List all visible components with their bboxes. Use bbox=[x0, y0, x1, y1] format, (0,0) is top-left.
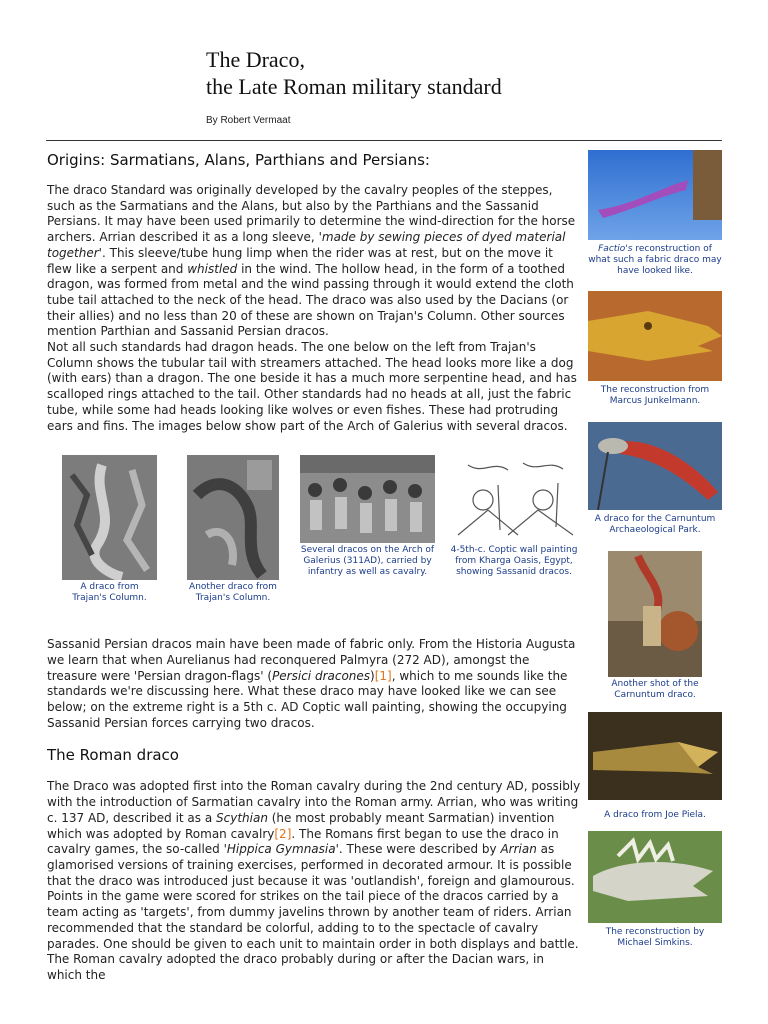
section-heading-roman-draco: The Roman draco bbox=[47, 746, 179, 765]
sidebar-figure-factio bbox=[588, 150, 722, 277]
sidebar-caption: A draco for the Carnuntum Archaeological Park. bbox=[594, 514, 716, 535]
sidebar-figure-carnuntum-2 bbox=[588, 551, 722, 701]
text-span: (he most probably meant Sarmatian) invention which was adopted by Roman cavalry bbox=[47, 810, 555, 841]
sidebar-figure-simkins bbox=[588, 831, 722, 949]
text-span: as glamorised versions of training exercises, performed in decorated armour. It is possible that the draco was introduced just because it was 'outlandish', foreign and glamourous. Points in the game were scored for strikes on the tail piece of the dracos carried by a team acting as 'targets', from dummy javelins thrown by another team of riders. Arrian recommended that the standard be colorful, adding to to the spectacle of cavalry parades. One should be given to each unit to maintain order in both displays and battle. The Roman cavalry adopted the draco probably during or after the Dacian wars, in which the bbox=[47, 842, 579, 982]
simkins-draco-image bbox=[588, 831, 722, 923]
piela-draco-image bbox=[588, 712, 722, 800]
quote-span: 'made by sewing pieces of dyed material together' bbox=[47, 230, 566, 260]
emphasis-span: Persici dracones bbox=[272, 668, 371, 683]
arch-of-galerius-image bbox=[300, 455, 435, 543]
emphasis-span: whistled bbox=[187, 261, 238, 276]
figure-caption: A draco from Trajan's Column. bbox=[72, 582, 147, 604]
fabric-draco-image bbox=[588, 150, 722, 240]
text-span: reconstruction of what such a fabric draco may have looked like. bbox=[588, 244, 722, 276]
footnote-link-1[interactable]: [1] bbox=[374, 668, 392, 683]
text-span: . This sleeve/tube hung limp when the rider was at rest, but on the move it flew like a serpent and bbox=[47, 245, 553, 276]
paragraph-origins-2: Not all such standards had dragon heads. The one below on the left from Trajan's Column shows the tubular tail with streamers attached. The head looks more like a dog (with ears) than a dragon. The one beside it has a much more serpentine head, and has scalloped rings attached to the tail. Other standards had no heads at all, just the fabric tube, while some had heads looking like wolves or even fishes. These had protruding ears and fins. The images below show part of the Arch of Galerius with several dracos. bbox=[47, 340, 577, 433]
figure-caption: Several dracos on the Arch of Galerius (311AD), carried by infantry as well as cavalry. bbox=[300, 545, 435, 578]
sidebar-caption bbox=[588, 244, 722, 277]
page-title bbox=[206, 46, 706, 100]
sidebar-figure-carnuntum bbox=[588, 422, 722, 536]
sidebar-caption: The reconstruction from Marcus Junkelmann. bbox=[600, 385, 710, 406]
title-line-1: The Draco, bbox=[206, 47, 305, 72]
sidebar-figure-junkelmann bbox=[588, 291, 722, 407]
emphasis-span: Factio's bbox=[598, 244, 633, 254]
text-span: '. These were described by bbox=[335, 842, 501, 857]
carnuntum-draco-image bbox=[588, 422, 722, 510]
figure-row bbox=[47, 455, 581, 637]
trajan-column-draco-image-2 bbox=[187, 455, 279, 580]
text-span: . The Romans first began to use the draco in cavalry games, the so-called ' bbox=[47, 826, 559, 857]
section-heading-origins: Origins: Sarmatians, Alans, Parthians and Persians: bbox=[47, 151, 430, 169]
figure-coptic bbox=[446, 455, 582, 578]
figure-trajan-1 bbox=[62, 455, 157, 604]
footnote-link-2[interactable]: [2] bbox=[274, 826, 292, 841]
figure-trajan-2 bbox=[187, 455, 279, 604]
text-span: The Draco was adopted first into the Roman cavalry during the 2nd century AD, possibly with the introduction of Sarmatian cavalry into the Roman army. Arrian, who was writing c. 137 AD, described it as a bbox=[47, 779, 581, 825]
header-divider bbox=[46, 140, 722, 141]
paragraph-sassanid bbox=[47, 637, 581, 731]
text-span: in the wind. The hollow head, in the form of a toothed dragon, was formed from metal and the wind passing through it would extend the cloth tube tail attached to the neck of the head. The draco was also used by the Dacians (or their allies) and no less than 20 of these are shown on Trajan's Column. Other sources mention Parthian and Sassanid Persian dracos. bbox=[47, 261, 574, 339]
main-column bbox=[47, 150, 581, 984]
sidebar-figure-piela bbox=[588, 712, 722, 821]
trajan-column-draco-image bbox=[62, 455, 157, 580]
emphasis-span: Hippica Gymnasia bbox=[226, 842, 336, 857]
title-line-2: the Late Roman military standard bbox=[206, 74, 502, 99]
figure-caption: 4-5th-c. Coptic wall painting from Kharga Oasis, Egypt, showing Sassanid dracos. bbox=[450, 545, 578, 578]
paragraph-roman-draco bbox=[47, 779, 581, 983]
emphasis-span: Arrian bbox=[500, 842, 537, 857]
sidebar-caption: A draco from Joe Piela. bbox=[604, 810, 706, 820]
paragraph-origins-1 bbox=[47, 183, 581, 340]
junkelmann-draco-image bbox=[588, 291, 722, 381]
emphasis-span: Scythian bbox=[216, 810, 268, 825]
text-span: Sassanid Persian dracos main have been made of fabric only. From the Historia Augusta we learn that when Aurelianus had reconquered Palmyra (272 AD), amongst the treasure were 'Persian dragon-flags' ( bbox=[47, 637, 576, 683]
text-span: , which to me sounds like the standards we're discussing here. What these draco may have looked like we can see below; on the extreme right is a 5th c. AD Coptic wall painting, showing the occupying Sassanid Persian forces carrying two dracos. bbox=[47, 668, 568, 730]
text-span: ) bbox=[370, 668, 375, 683]
byline: By Robert Vermaat bbox=[206, 115, 291, 126]
text-span: The draco Standard was originally developed by the cavalry peoples of the steppes, such as the Sarmatians and the Alans, but also by the Parthians and the Sassanid Persians. It may have been used primarily to determine the wind-direction for the horse archers. Arrian described it as a long sleeve, bbox=[47, 183, 576, 245]
coptic-wall-painting-image bbox=[448, 455, 580, 543]
figure-galerius bbox=[300, 455, 435, 578]
figure-caption: Another draco from Trajan's Column. bbox=[189, 582, 277, 604]
carnuntum-draco-image-2 bbox=[608, 551, 702, 677]
sidebar-caption: The reconstruction by Michael Simkins. bbox=[605, 927, 705, 948]
sidebar-caption: Another shot of the Carnuntum draco. bbox=[611, 679, 699, 700]
